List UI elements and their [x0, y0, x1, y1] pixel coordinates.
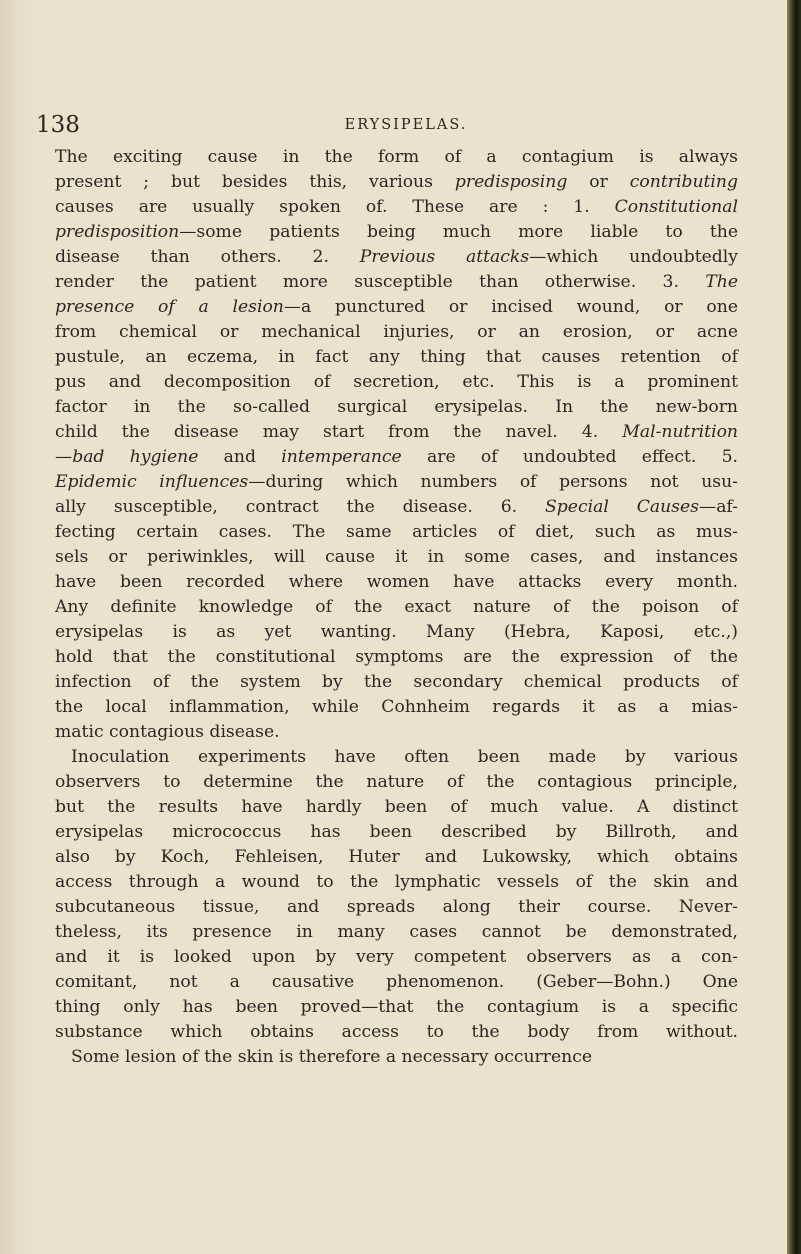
text-line: comitant, not a causative phenomenon. (Geber—Bohn.) One [55, 972, 738, 992]
text-line: but the results have hardly been of much value. A distinct [55, 797, 738, 817]
text-line: erysipelas is as yet wanting. Many (Hebra, Kaposi, etc.,) [55, 622, 738, 642]
text-line: Any definite knowledge of the exact nature of the poison of [55, 597, 738, 617]
text-line: predisposition—some patients being much more liable to the [55, 222, 738, 242]
text-line: the local inflammation, while Cohnheim regards it as a mias- [55, 697, 738, 717]
text-line: infection of the system by the secondary chemical products of [55, 672, 738, 692]
text-line: factor in the so-called surgical erysipelas. In the new-born [55, 397, 738, 417]
text-line: causes are usually spoken of. These are : 1. Constitutional [55, 197, 738, 217]
text-line: Some lesion of the skin is therefore a necessary occurrence [71, 1047, 593, 1067]
text-line: hold that the constitutional symptoms are the expression of the [55, 647, 738, 667]
book-spine-edge [787, 0, 801, 1254]
page-header [36, 112, 776, 142]
text-line: matic contagious disease. [55, 722, 280, 742]
running-head: ERYSIPELAS. [344, 117, 468, 133]
text-line: disease than others. 2. Previous attacks—which undoubtedly [55, 247, 738, 267]
text-line: erysipelas micrococcus has been described by Billroth, and [55, 822, 738, 842]
text-line: and it is looked upon by very competent observers as a con- [55, 947, 738, 967]
text-line: observers to determine the nature of the contagious principle, [55, 772, 738, 792]
text-line: access through a wound to the lymphatic vessels of the skin and [55, 872, 738, 892]
page-edge-shadow [0, 0, 46, 1254]
text-line: theless, its presence in many cases cannot be demonstrated, [55, 922, 738, 942]
text-line: child the disease may start from the navel. 4. Mal-nutrition [55, 422, 738, 442]
text-line: —bad hygiene and intemperance are of undoubted effect. 5. [55, 447, 738, 467]
text-line: substance which obtains access to the body from without. [55, 1022, 738, 1042]
text-line: ally susceptible, contract the disease. 6. Special Causes—af- [55, 497, 738, 517]
text-line: fecting certain cases. The same articles of diet, such as mus- [55, 522, 738, 542]
text-line: from chemical or mechanical injuries, or an erosion, or acne [55, 322, 738, 342]
text-line: pus and decomposition of secretion, etc. This is a prominent [55, 372, 738, 392]
text-line: thing only has been proved—that the contagium is a specific [55, 997, 738, 1017]
text-line: have been recorded where women have attacks every month. [55, 572, 738, 592]
body-text [55, 145, 738, 1070]
text-line: The exciting cause in the form of a contagium is always [55, 147, 738, 167]
text-line: pustule, an eczema, in fact any thing that causes retention of [55, 347, 738, 367]
text-line: Epidemic influences—during which numbers of persons not usu- [55, 472, 738, 492]
text-line: render the patient more susceptible than otherwise. 3. The [55, 272, 738, 292]
text-line: sels or periwinkles, will cause it in some cases, and instances [55, 547, 738, 567]
text-line: present ; but besides this, various predisposing or contributing [55, 172, 738, 192]
text-line: Inoculation experiments have often been made by various [71, 747, 738, 767]
page-number: 138 [36, 112, 80, 138]
text-line: subcutaneous tissue, and spreads along their course. Never- [55, 897, 738, 917]
text-line: also by Koch, Fehleisen, Huter and Lukowsky, which obtains [55, 847, 738, 867]
text-line: presence of a lesion—a punctured or incised wound, or one [55, 297, 738, 317]
